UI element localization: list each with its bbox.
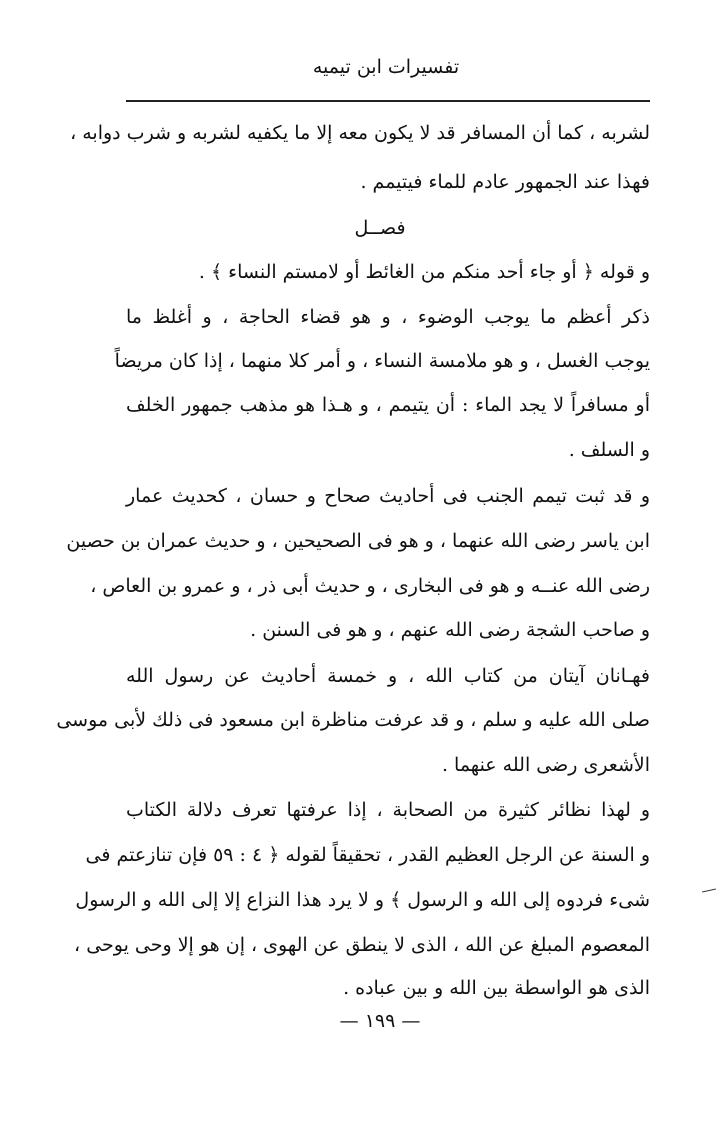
text-line-2: فهذا عند الجمهور عادم للماء فيتيمم . xyxy=(360,171,650,193)
text-line-20: الذى هو الواسطة بين الله و بين عباده . xyxy=(343,977,650,999)
text-line-5: ذكر أعظم ما يوجب الوضوء ، و هو قضاء الحاجة ، و أغلظ ما xyxy=(126,306,650,328)
text-line-11: رضى الله عنــه و هو فى البخارى ، و حديث أبى ذر ، و عمرو بن العاص ، xyxy=(90,575,650,597)
text-line-12: و صاحب الشجة رضى الله عنهم ، و هو فى السنن . xyxy=(250,619,650,641)
text-line-16: و لهذا نظائر كثيرة من الصحابة ، إذا عرفتها تعرف دلالة الكتاب xyxy=(126,799,650,821)
text-line-10: ابن ياسر رضى الله عنهما ، و هو فى الصحيحين ، و حديث عمران بن حصين xyxy=(66,530,650,552)
text-line-19: المعصوم المبلغ عن الله ، الذى لا ينطق عن الهوى ، إن هو إلا وحى يوحى ، xyxy=(74,934,650,956)
section-heading: فصــل xyxy=(354,217,406,239)
text-line-4: و قوله ﴿ أو جاء أحد منكم من الغائط أو لامستم النساء ﴾ . xyxy=(198,261,650,283)
page-number: — ١٩٩ — xyxy=(339,1010,421,1032)
text-line-14: صلى الله عليه و سلم ، و قد عرفت مناظرة ابن مسعود فى ذلك لأبى موسى xyxy=(56,709,650,731)
text-line-13: فهـانان آيتان من كتاب الله ، و خمسة أحاديث عن رسول الله xyxy=(126,665,650,687)
text-line-18: شىء فردوه إلى الله و الرسول ﴾ و لا يرد هذا النزاع إلا إلى الله و الرسول xyxy=(75,889,650,911)
text-line-8: و السلف . xyxy=(568,439,650,461)
running-header: تفسيرات ابن تيميه xyxy=(312,56,460,78)
text-line-15: الأشعرى رضى الله عنهما . xyxy=(441,754,650,776)
text-line-1: لشربه ، كما أن المسافر قد لا يكون معه إلا ما يكفيه لشربه و شرب دوابه ، xyxy=(70,122,650,144)
text-line-9: و قد ثبت تيمم الجنب فى أحاديث صحاح و حسان ، كحديث عمار xyxy=(126,485,650,507)
text-line-17: و السنة عن الرجل العظيم القدر ، تحقيقاً لقوله ﴿ ٤ : ٥٩ فإن تنازعتم فى xyxy=(85,844,650,866)
text-line-7: أو مسافراً لا يجد الماء : أن يتيمم ، و هـذا هو مذهب جمهور الخلف xyxy=(126,394,650,416)
margin-mark xyxy=(702,889,716,893)
header-rule xyxy=(126,100,650,102)
text-line-6: يوجب الغسل ، و هو ملامسة النساء ، و أمر كلا منهما ، إذا كان مريضاً xyxy=(114,350,650,372)
